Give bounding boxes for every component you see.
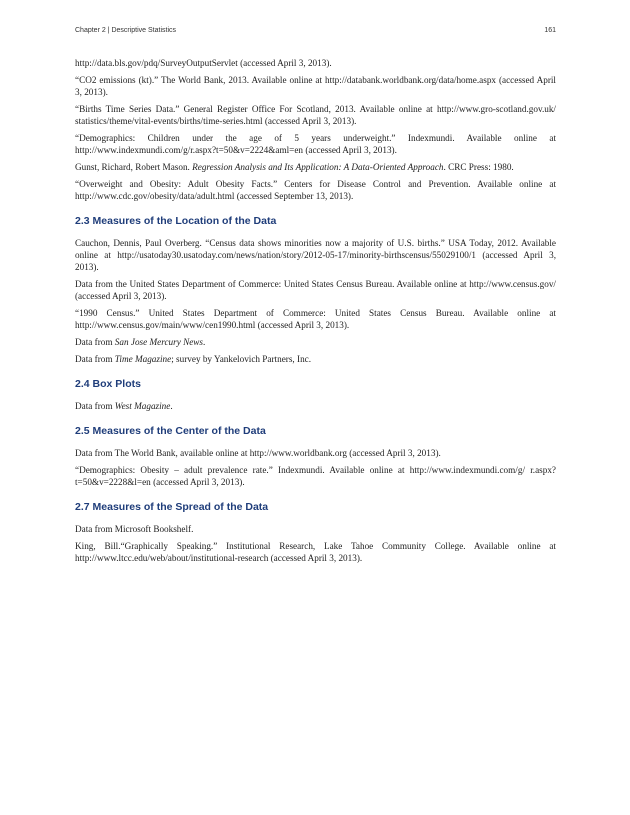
reference-entry: Data from Microsoft Bookshelf. [75,524,194,534]
page-content [75,57,556,564]
section-heading: 2.3 Measures of the Location of the Data [75,215,277,227]
reference-entry: “Demographics: Obesity – adult prevalence rate.” Indexmundi. Available online at http://www.indexmundi.com/g/ r.aspx?t=50&v=2228&l=en (accessed April 3, 2013). [75,465,556,487]
section-heading: 2.5 Measures of the Center of the Data [75,425,266,437]
section-box-plots [75,378,556,412]
chapter-title: Chapter 2 | Descriptive Statistics [75,27,177,34]
reference-entry: “Demographics: Children under the age of 5 years underweight.” Indexmundi. Available online at http://www.indexmundi.com/g/r.aspx?t=50&v=2224&aml=en (accessed April 3, 2013). [75,133,556,155]
reference-entry: King, Bill.“Graphically Speaking.” Institutional Research, Lake Tahoe Community College. Available online at http://www.ltcc.edu/web/about/institutional-research (accessed April 3, 2013). [75,541,556,563]
section-center-of-data [75,425,556,488]
reference-entry: “Births Time Series Data.” General Register Office For Scotland, 2013. Available online at http://www.gro-scotland.gov.uk/ statistics/theme/vital-events/births/time-series.html (accessed April 3, 2013). [75,104,556,126]
reference-entry: Gunst, Richard, Robert Mason. Regression Analysis and Its Application: A Data-Oriented Approach. CRC Press: 1980. [75,162,514,172]
section-heading: 2.4 Box Plots [75,378,141,390]
reference-entry: Cauchon, Dennis, Paul Overberg. “Census data shows minorities now a majority of U.S. births.” USA Today, 2012. Available online at http://usatoday30.usatoday.com/news/nation/story/2012-05-17/minority-birthscensus/55029100/1 (accessed April 3, 2013). [75,238,556,272]
reference-entry: Data from San Jose Mercury News. [75,337,206,347]
reference-entry: “1990 Census.” United States Department of Commerce: United States Census Bureau. Available online at http://www.census.gov/main/www/cen1990.html (accessed April 3, 2013). [75,308,556,330]
reference-entry: “CO2 emissions (kt).” The World Bank, 2013. Available online at http://databank.worldbank.org/data/home.aspx (accessed April 3, 2013). [75,75,556,97]
reference-entry: “Overweight and Obesity: Adult Obesity Facts.” Centers for Disease Control and Prevention. Available online at http://www.cdc.gov/obesity/data/adult.html (accessed September 13, 2013). [75,179,556,201]
section-location-of-data [75,215,556,365]
running-header [75,27,556,41]
section-spread-of-data [75,501,556,564]
reference-entry: Data from the United States Department of Commerce: United States Census Bureau. Available online at http://www.census.gov/ (accessed April 3, 2013). [75,279,556,301]
page-number: 161 [544,27,556,34]
reference-entry: Data from West Magazine. [75,401,173,411]
reference-entry: Data from The World Bank, available online at http://www.worldbank.org (accessed April 3, 2013). [75,448,441,458]
section-heading: 2.7 Measures of the Spread of the Data [75,501,269,513]
reference-entry: http://data.bls.gov/pdq/SurveyOutputServlet (accessed April 3, 2013). [75,58,332,68]
intro-references [75,57,556,202]
reference-entry: Data from Time Magazine; survey by Yankelovich Partners, Inc. [75,354,312,364]
